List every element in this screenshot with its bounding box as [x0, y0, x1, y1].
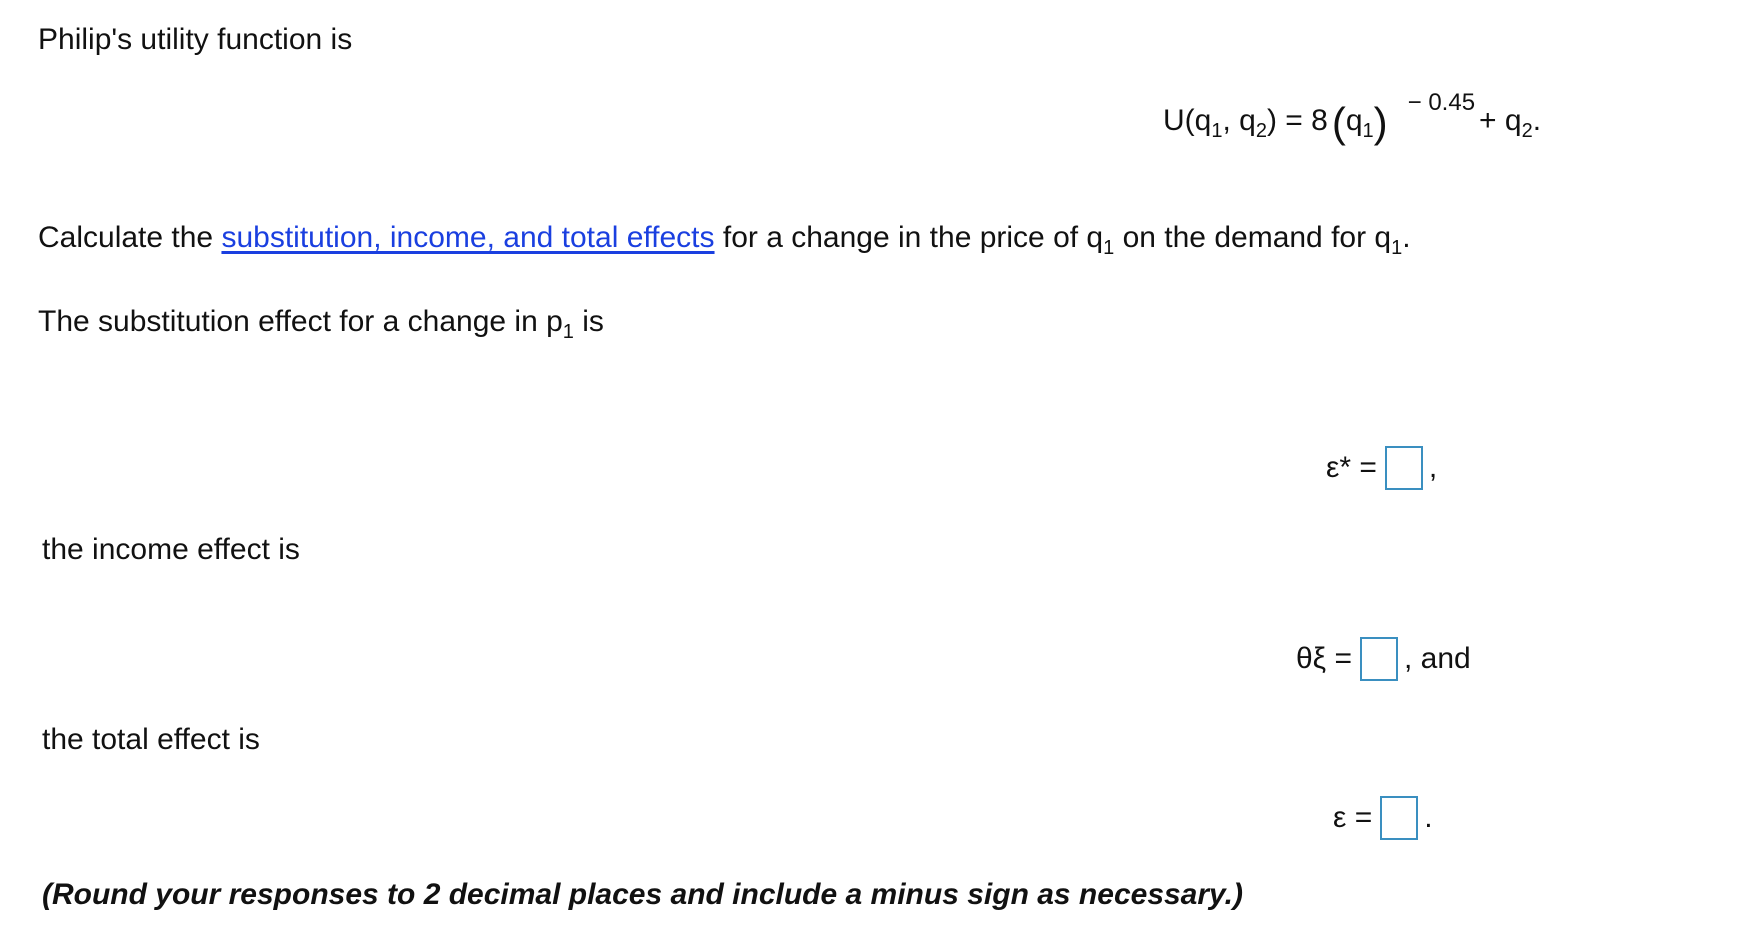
income-answer-row: [1296, 637, 1471, 681]
total-symbol: ε =: [1333, 801, 1373, 834]
intro-text: Philip's utility function is: [38, 23, 353, 56]
formula-inner: $q_1$: [1345, 104, 1374, 142]
substitution-after: ,: [1428, 451, 1438, 484]
instruction-text: Calculate the substitution, income, and total effects for a change in the price of $q_1$ on the demand for $q_1$.: [38, 221, 1411, 259]
formula-exponent: − 0.45: [1407, 89, 1476, 116]
utility-formula: [1163, 89, 1542, 146]
substitution-answer-row: [1326, 446, 1437, 490]
formula-open-paren: (: [1331, 99, 1346, 146]
formula-lhs: $U(q_1$, $q_2) = 8$: [1163, 104, 1328, 142]
total-label: the total effect is: [42, 723, 260, 756]
income-after: , and: [1403, 642, 1471, 675]
formula-plus-q2: + $q_2$.: [1479, 104, 1542, 142]
income-effect-input[interactable]: [1360, 637, 1398, 681]
substitution-label: The substitution effect for a change in $p_1$ is: [38, 305, 604, 343]
income-label: the income effect is: [42, 533, 300, 566]
income-symbol: θξ =: [1296, 642, 1352, 675]
total-effect-input[interactable]: [1380, 796, 1418, 840]
formula-close-paren: ): [1373, 99, 1388, 146]
rounding-note: (Round your responses to 2 decimal places and include a minus sign as necessary.): [42, 878, 1243, 911]
substitution-symbol: ε* =: [1326, 451, 1377, 484]
total-after: .: [1424, 801, 1433, 834]
effects-link[interactable]: substitution, income, and total effects: [221, 221, 715, 254]
total-answer-row: [1333, 796, 1433, 840]
substitution-effect-input[interactable]: [1385, 446, 1423, 490]
